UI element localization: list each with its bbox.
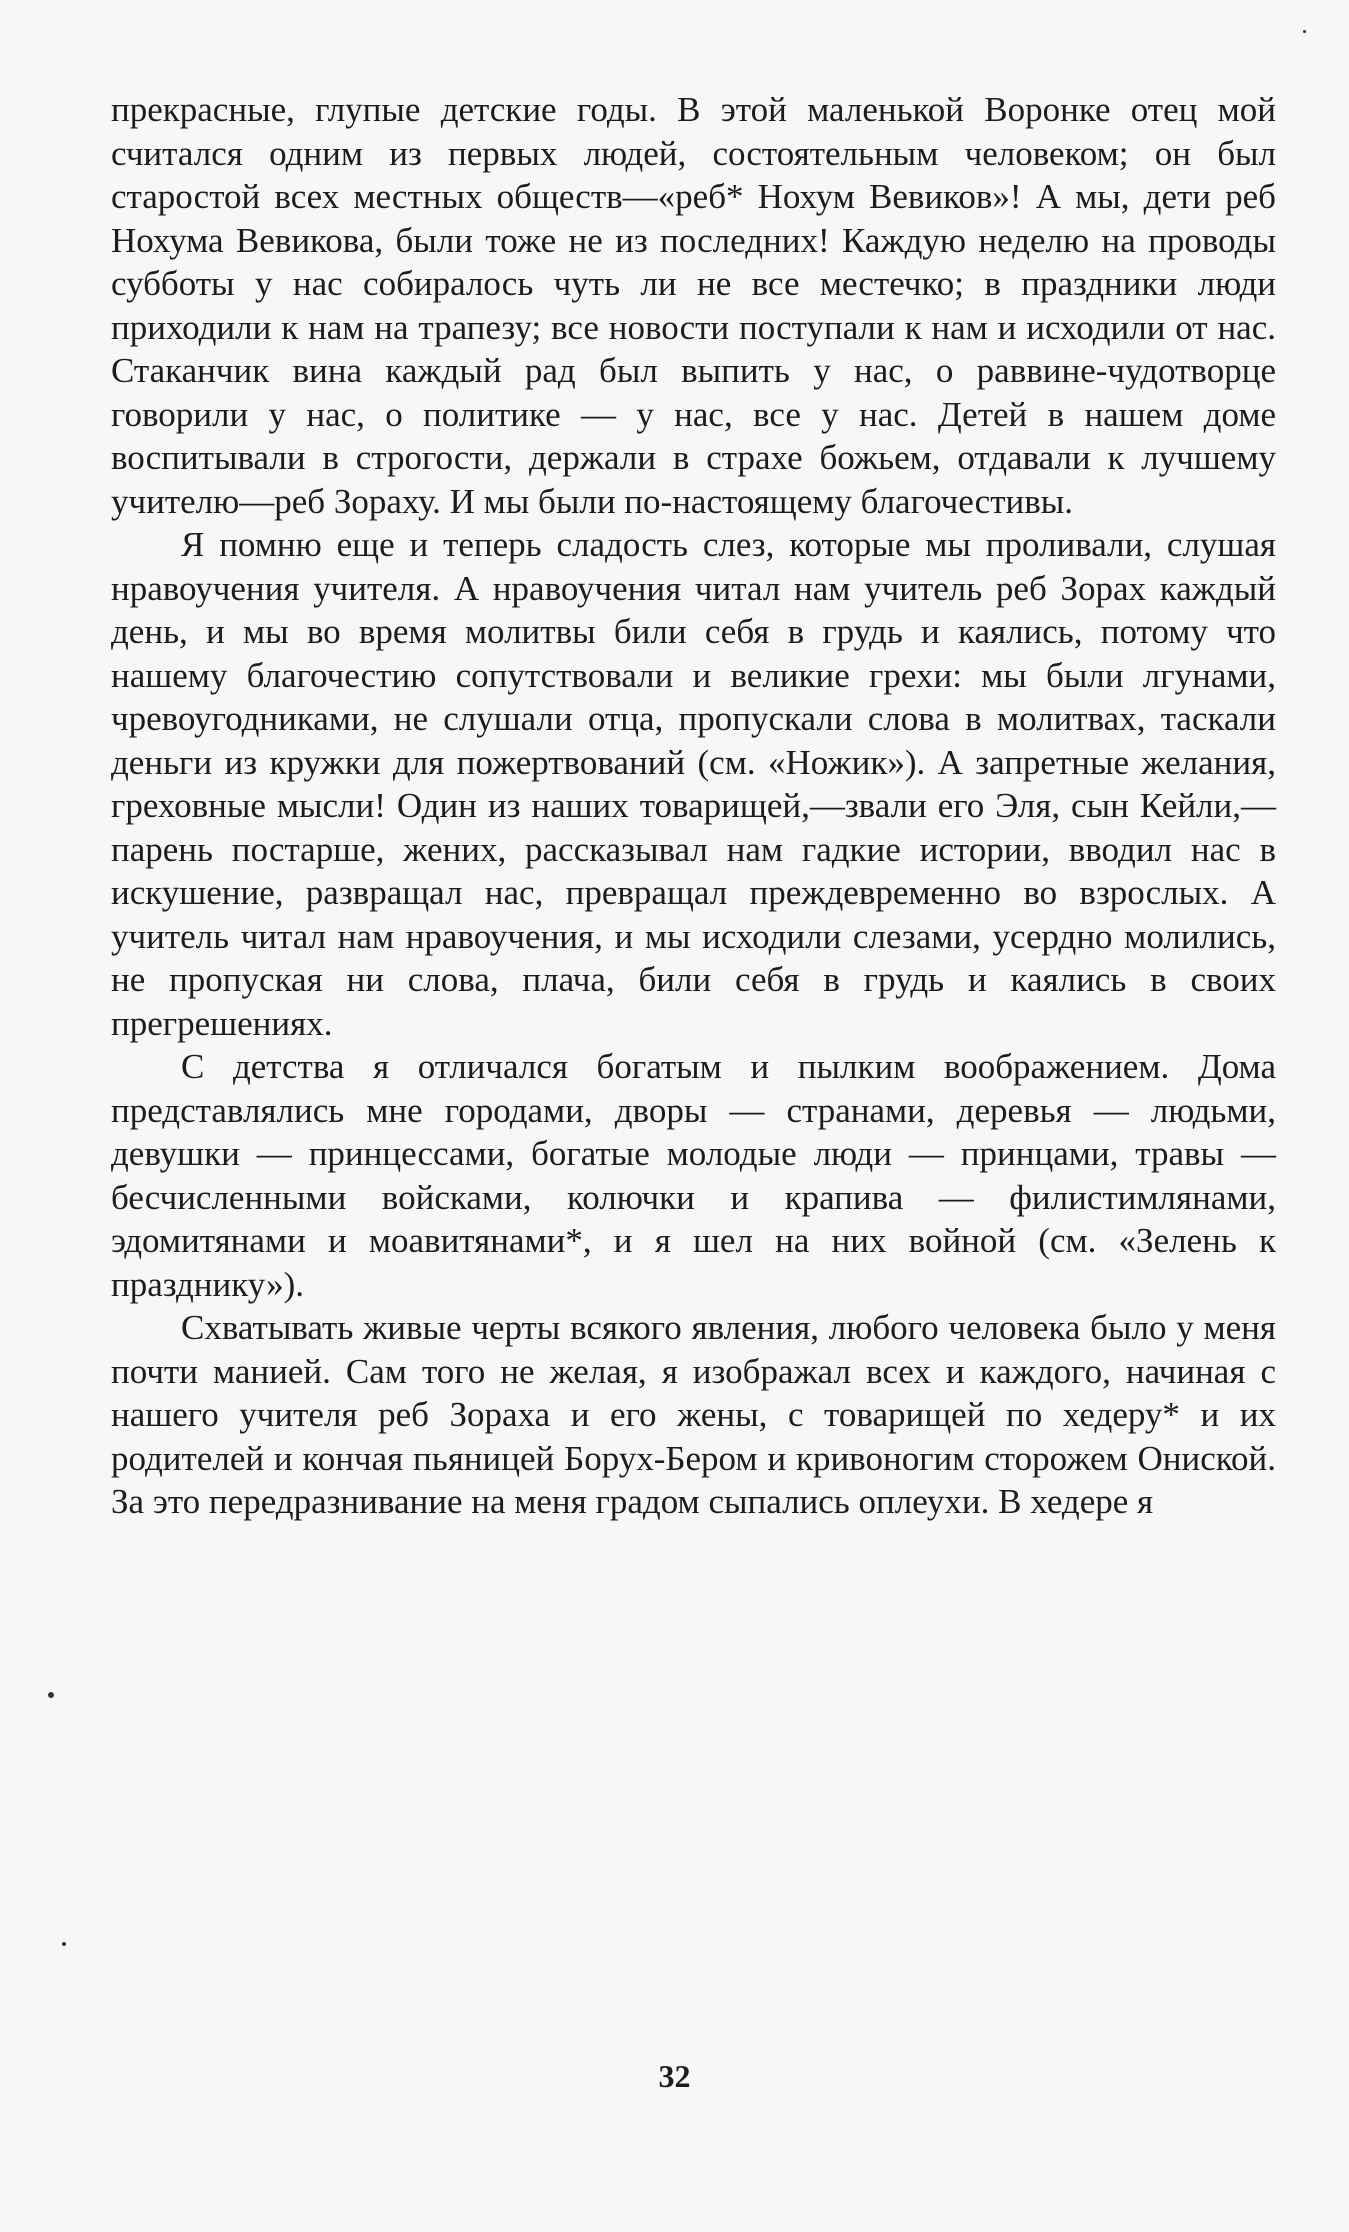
paragraph-3: С детства я отличался богатым и пылким воображением. Дома представлялись мне городами, дворы — странами, деревья — людьми, девушки — принцессами, богатые молодые люди — принцами, травы — бесчисленными войсками, колючки и крапива — филистимлянами, эдомитянами и моавитянами*, и я шел на них войной (см. «Зелень к празднику»). — [111, 1047, 1276, 1304]
scan-speck — [62, 1942, 66, 1946]
scan-speck — [1303, 30, 1306, 33]
paragraph-1: прекрасные, глупые детские годы. В этой маленькой Воронке отец мой считался одним из первых людей, состоятельным человеком; он был старостой всех местных обществ—«реб* Нохум Вевиков»! А мы, дети реб Нохума Вевикова, были тоже не из последних! Каждую неделю на проводы субботы у нас собиралось чуть ли не все местечко; в праздники люди приходили к нам на трапезу; все новости поступали к нам и исходили от нас. Стаканчик вина каждый рад был выпить у нас, о раввине-чудотворце говорили у нас, о политике — у нас, все у нас. Детей в нашем доме воспитывали в строгости, держали в страхе божьем, отдавали к лучшему учителю—реб Зораху. И мы были по-настоящему благочестивы. — [111, 90, 1276, 521]
page-text — [111, 88, 1276, 1524]
scan-speck — [48, 1692, 54, 1698]
paragraph-4: Схватывать живые черты всякого явления, любого человека было у меня почти манией. Сам того не желая, я изображал всех и каждого, начиная с нашего учителя реб Зораха и его жены, с товарищей по хедеру* и их родителей и кончая пьяницей Борух-Бером и кривоногим сторожем Ониской. За это передразнивание на меня градом сыпались оплеухи. В хедере я — [111, 1308, 1276, 1521]
paragraph-2: Я помню еще и теперь сладость слез, которые мы проливали, слушая нравоучения учителя. А нравоучения читал нам учитель реб Зорах каждый день, и мы во время молитвы били себя в грудь и каялись, потому что нашему благочестию сопутствовали и великие грехи: мы были лгунами, чревоугодниками, не слушали отца, пропускали слова в молитвах, таскали деньги из кружки для пожертвований (см. «Ножик»). А запретные желания, греховные мысли! Один из наших товарищей,—звали его Эля, сын Кейли,—парень постарше, жених, рассказывал нам гадкие истории, вводил нас в искушение, развращал нас, превращал преждевременно во взрослых. А учитель читал нам нравоучения, и мы исходили слезами, усердно молились, не пропуская ни слова, плача, били себя в грудь и каялись в своих прегрешениях. — [111, 525, 1276, 1043]
page-number: 32 — [658, 2058, 691, 2094]
